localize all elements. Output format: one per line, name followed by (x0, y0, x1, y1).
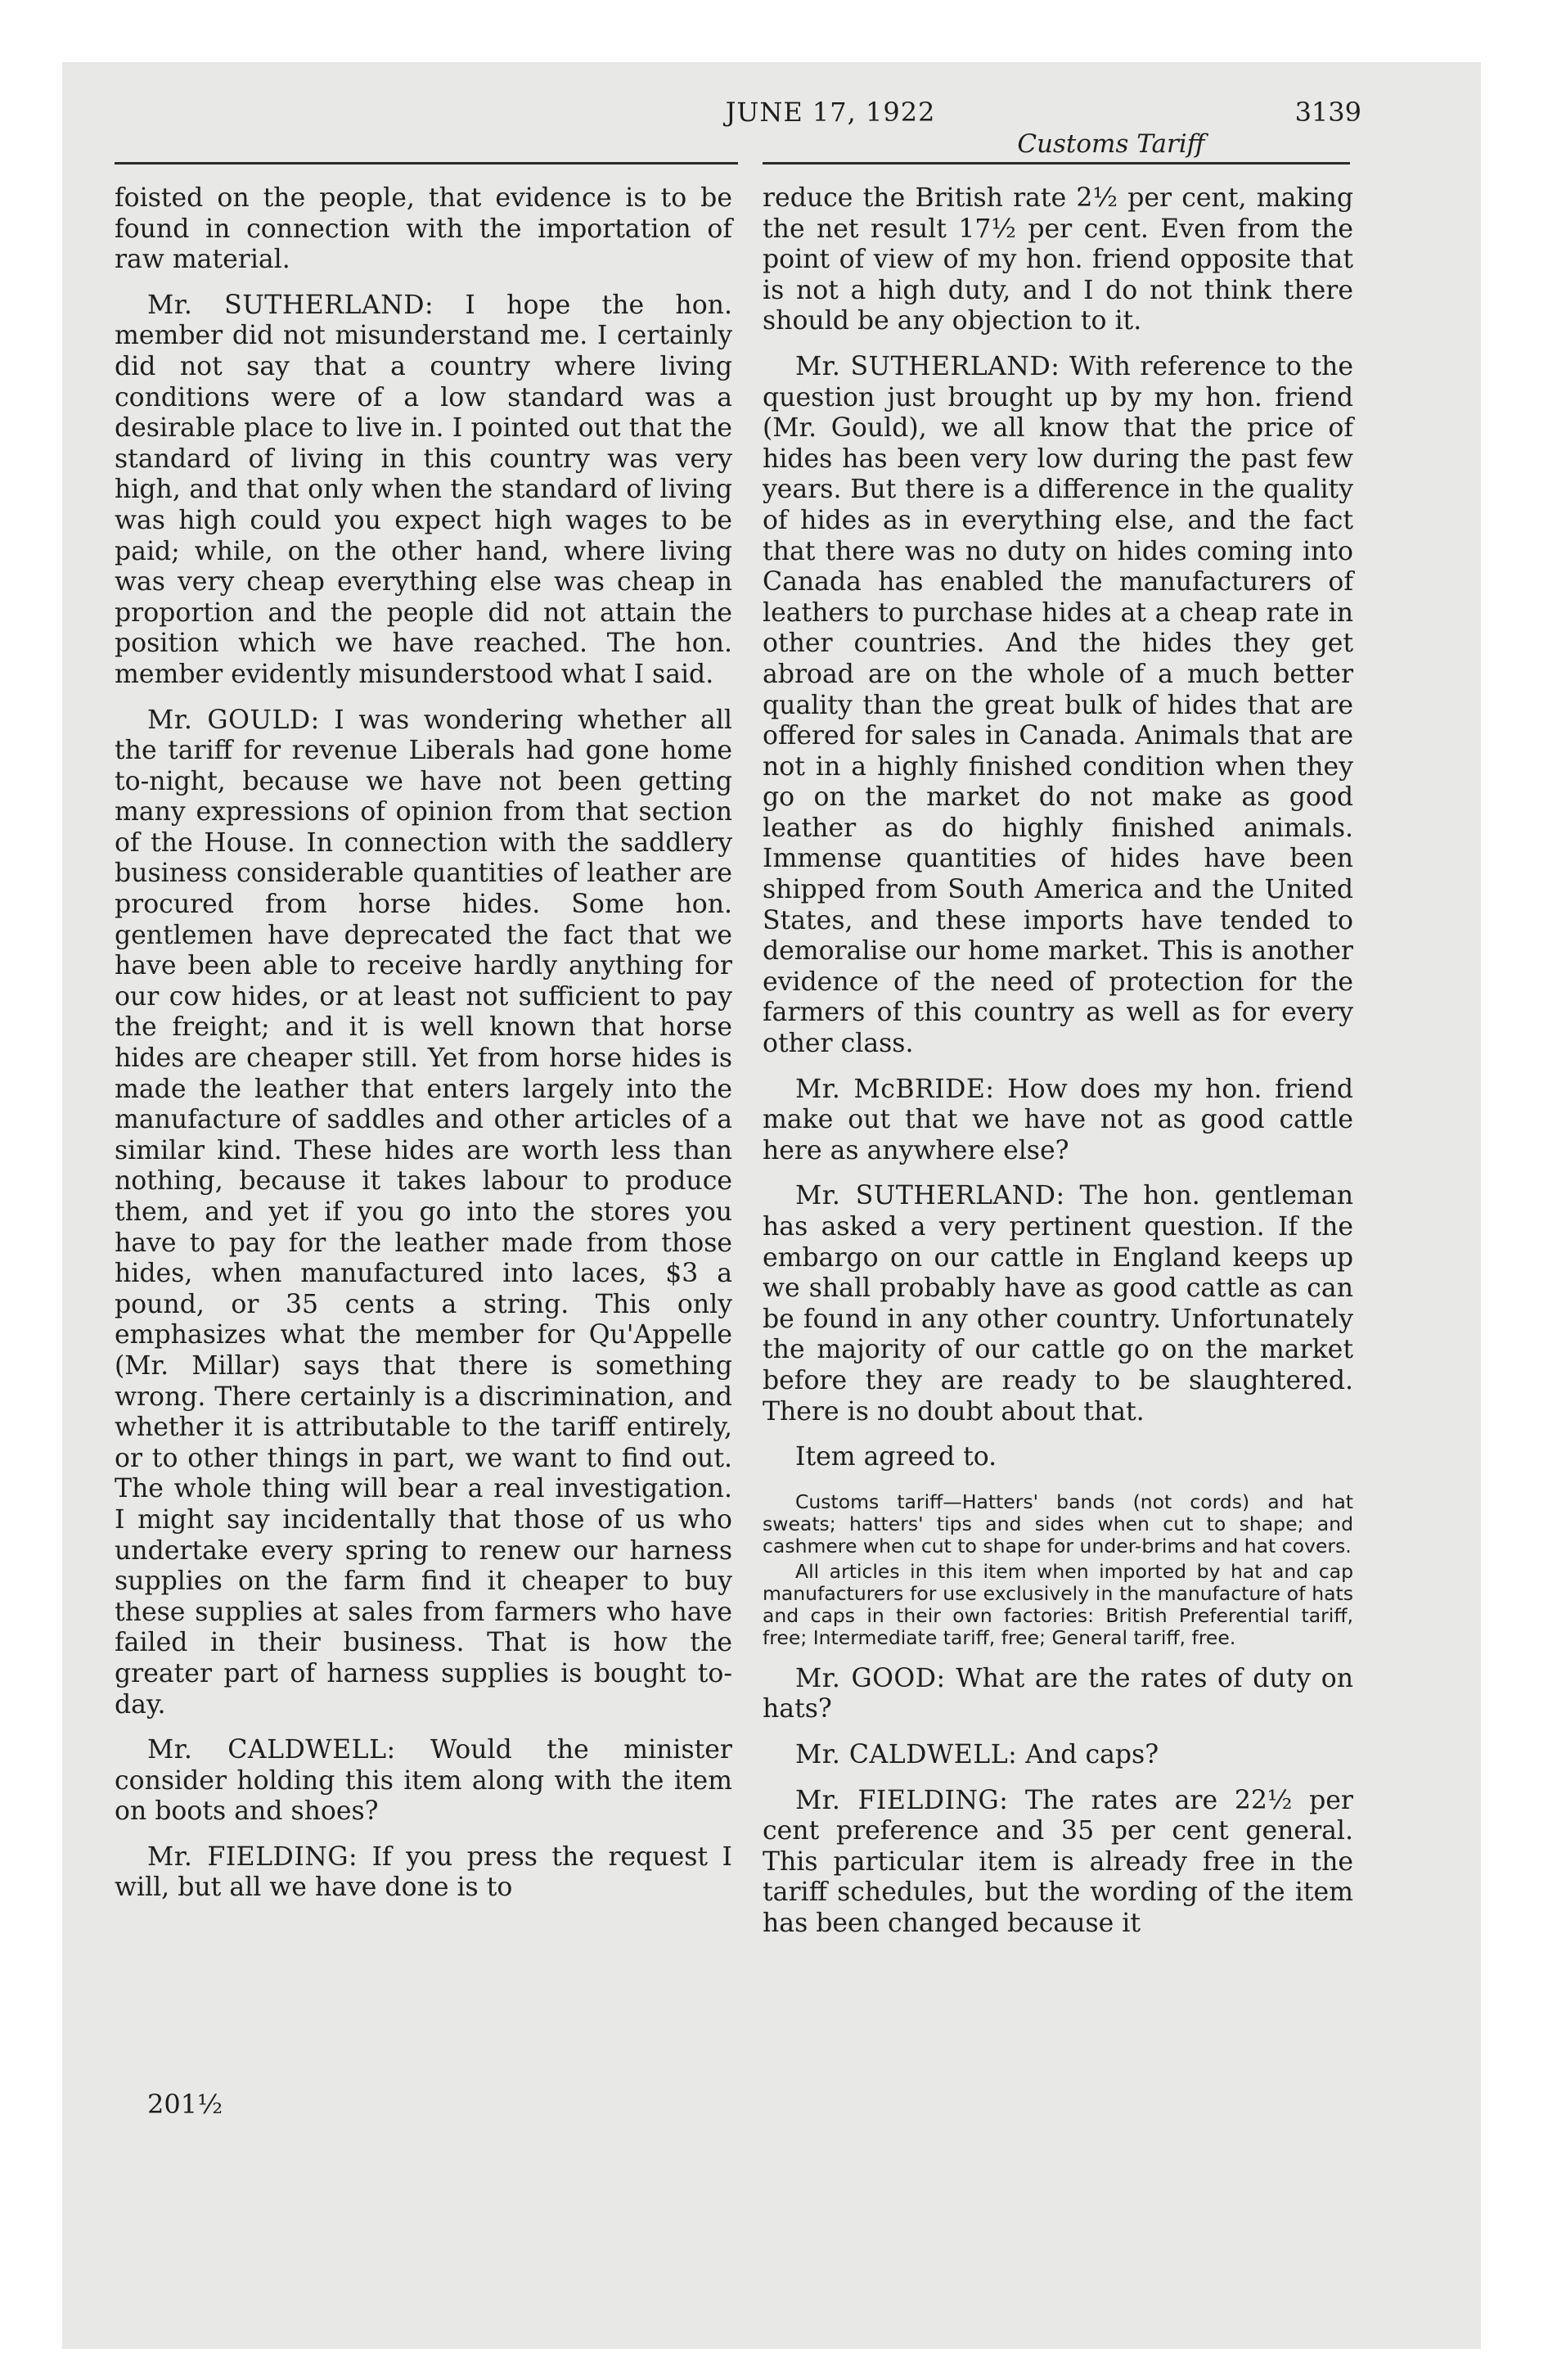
paragraph (115, 705, 732, 1721)
paragraph (763, 1664, 1353, 1725)
paragraph (115, 183, 732, 276)
section-title: Customs Tariff (1017, 129, 1205, 159)
signature-mark: 201½ (147, 2089, 223, 2120)
left-column (115, 183, 732, 1918)
paragraph (763, 1740, 1353, 1771)
paragraph (763, 1181, 1353, 1427)
speaker-name: Mr. GOULD: (147, 705, 320, 735)
paragraph-text: I was wondering whether all the tariff for revenue Liberals had gone home to-night, because we have not been getting many expressions of opinion from that section of the House. In connection with the saddlery business considerable quantities of leather are procured from horse hides. Some hon. gentlemen have deprecated the fact that we have been able to receive hardly anything for our cow hides, or at least not sufficient to pay the freight; and it is well known that horse hides are cheaper still. Yet from horse hides is made the leather that enters largely into the manufacture of saddles and other articles of a similar kind. These hides are worth less than nothing, because it takes labour to produce them, and yet if you go into the stores you have to pay for the leather made from those hides, when manufactured into laces, $3 a pound, or 35 cents a string. This only emphasizes what the member for Qu'Appelle (Mr. Millar) says that there is something wrong. There certainly is a discrimination, and whether it is attributable to the tariff entirely, or to other things in part, we want to find out. The whole thing will bear a real investigation. I might say incidentally that those of us who undertake every spring to renew our harness supplies on the farm find it cheaper to buy these supplies at sales from farmers who have failed in their business. That is how the greater part of harness supplies is bought to-day. (115, 705, 732, 1720)
paragraph-text: Would the minister consider holding this item along with the item on boots and shoes? (115, 1735, 732, 1827)
speaker-name: Mr. CALDWELL: (795, 1739, 1018, 1769)
tariff-note: All articles in this item when imported by hat and cap manufacturers for use exclusively in the manufacture of hats and caps in their own factories: British Preferential tariff, free; Intermediate tariff, free; General tariff, free. (763, 1559, 1353, 1649)
paragraph-text: reduce the British rate 2½ per cent, making the net result 17½ per cent. Even from the point of view of my hon. friend opposite that is not a high duty, and I do not think there should be any objection to it. (763, 183, 1353, 336)
paragraph-text: And caps? (1017, 1739, 1159, 1769)
paragraph (763, 1075, 1353, 1167)
header-rule-left (115, 162, 738, 165)
paragraph (763, 1786, 1353, 1940)
paragraph-text: The rates are 22½ per cent preference and 35 per cent general. This particular item is already free in the tariff schedules, but the wording of the item has been changed because it (763, 1785, 1353, 1938)
speaker-name: Mr. SUTHERLAND: (795, 1181, 1065, 1211)
header-rule-right (763, 162, 1350, 165)
paragraph-text: I hope the hon. member did not misunderstand me. I certainly did not say that a country where living conditions were of a low standard was a desirable place to live in. I pointed out that the standard of living in this country was very high, and that only when the standard of living was high could you expect high wages to be paid; while, on the other hand, where living was very cheap everything else was cheap in proportion and the people did not attain the position which we have reached. The hon. member evidently misunderstood what I said. (115, 290, 732, 689)
tariff-note: Customs tariff—Hatters' bands (not cords) and hat sweats; hatters' tips and sides when cut to shape; and cashmere when cut to shape for under-brims and hat covers. (763, 1490, 1353, 1557)
paragraph-text: If you press the request I will, but all we have done is to (115, 1841, 732, 1903)
speaker-name: Mr. GOOD: (795, 1663, 946, 1693)
paragraph (763, 352, 1353, 1060)
paragraph (115, 291, 732, 691)
speaker-name: Mr. McBRIDE: (795, 1074, 995, 1104)
speaker-name: Mr. SUTHERLAND: (147, 290, 434, 320)
paragraph (115, 1842, 732, 1904)
paragraph (763, 183, 1353, 337)
paragraph-text: foisted on the people, that evidence is to be found in connection with the importation of raw material. (115, 183, 732, 275)
header-date: JUNE 17, 1922 (725, 97, 936, 128)
speaker-name: Mr. FIELDING: (147, 1841, 358, 1872)
paragraph (115, 1735, 732, 1828)
paragraph-text: How does my hon. friend make out that we have not as good cattle here as anywhere else? (763, 1074, 1354, 1165)
paragraph-text: What are the rates of duty on hats? (763, 1663, 1353, 1724)
speaker-name: Mr. SUTHERLAND: (795, 351, 1060, 381)
paragraph-text: With reference to the question just brought up by my hon. friend (Mr. Gould), we all know that the price of hides has been very low during the past few years. But there is a difference in the quality of hides as in everything else, and the fact that there was no duty on hides coming into Canada has enabled the manufacturers of leathers to purchase hides at a cheap rate in other countries. And the hides they get abroad are on the whole of a much better quality than the great bulk of hides that are offered for sales in Canada. Animals that are not in a highly finished condition when they go on the market do not make as good leather as do highly finished animals. Immense quantities of hides have been shipped from South America and the United States, and these imports have tended to demoralise our home market. This is another evidence of the need of protection for the farmers of this country as well as for every other class. (763, 351, 1353, 1059)
right-column (763, 183, 1353, 1954)
paragraph-text: The hon. gentleman has asked a very pertinent question. If the embargo on our cattle in England keeps up we shall probably have as good cattle as can be found in any other country. Unfortunately the majority of our cattle go on the market before they are ready to be slaughtered. There is no doubt about that. (763, 1181, 1353, 1427)
speaker-name: Mr. FIELDING: (795, 1785, 1009, 1815)
speaker-name: Mr. CALDWELL: (147, 1735, 396, 1765)
item-agreed: Item agreed to. (795, 1442, 997, 1472)
page-number: 3139 (1294, 97, 1361, 128)
